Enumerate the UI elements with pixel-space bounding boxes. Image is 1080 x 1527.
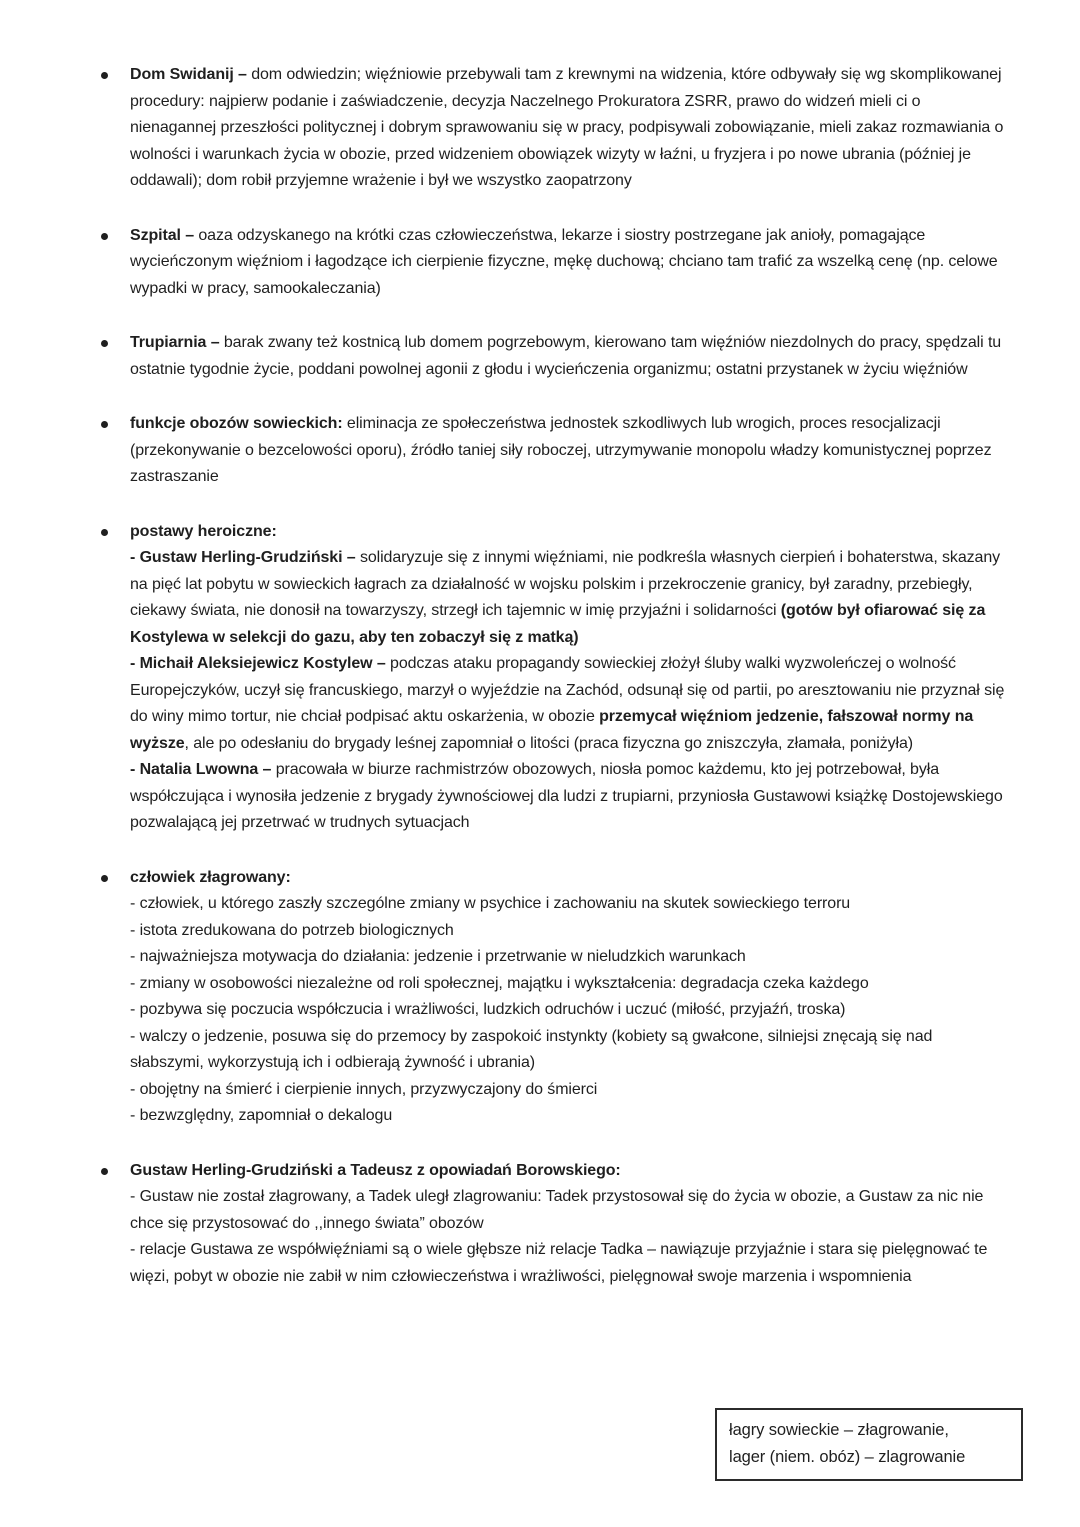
bullet-icon: [101, 875, 108, 882]
bullet-content: [130, 411, 1010, 491]
paragraph: Szpital – oaza odzyskanego na krótki czas człowieczeństwa, lekarze i siostry postrzegane jak anioły, pomagające wycieńczonym więźniom i łagodzące ich cierpienie fizyczne, mękę duchową; chciano tam trafić za wszelką cenę (np. celowe wypadki w pracy, samookaleczania): [130, 226, 998, 297]
section-heading: człowiek złagrowany:: [130, 868, 291, 886]
sub-item: - człowiek, u którego zaszły szczególne zmiany w psychice i zachowaniu na skutek sowieckiego terroru: [130, 895, 851, 912]
bullet-content: [130, 1158, 1010, 1291]
bullet-icon: [101, 529, 108, 536]
paragraph: Trupiarnia – barak zwany też kostnicą lub domem pogrzebowym, kierowano tam więźniów niezdolnych do pracy, spędzali tu ostatnie tygodnie życie, poddani powolnej agonii z głodu i wycieńczenia organizmu; ostatni przystanek w życiu więźniów: [130, 334, 1002, 378]
bullet-item-gustaw-a-tadeusz: [98, 1158, 1012, 1291]
bullet-icon: [101, 1168, 108, 1175]
note-box: [715, 1408, 1023, 1481]
paragraph-kostylew: - Michaił Aleksiejewicz Kostylew – podczas ataku propagandy sowieckiej złożył śluby walki wyzwoleńczej o wolność Europejczyków, uczył się francuskiego, marzył o wyjeździe na Zachód, odsunął się od partii, po aresztowaniu nie przyznał się do winy mimo tortur, nie chciał podpisać aktu oskarżenia, w obozie przemycał więźniom jedzenie, fałszował normy na wyższe, ale po odesłaniu do brygady leśnej zapomniał o litości (praca fizyczna go zniszczyła, złamała, poniżyła): [130, 655, 1005, 752]
paragraph: Dom Swidanij – dom odwiedzin; więźniowie przebywali tam z krewnymi na widzenia, które odbywały się wg skomplikowanej procedury: najpierw podanie i zaświadczenie, decyzja Naczelnego Prokuratora ZSRR, prawo do widzeń mieli ci o nienagannej przeszłości politycznej i dobrym sprawowaniu się w pracy, podpisywali zobowiązanie, mieli zakaz rozmawiania o wolności i warunkach życia w obozie, przed widzeniem obowiązek wizyty w łaźni, u fryzjera i po nowe ubrania (później je oddawali); dom robił przyjemne wrażenie i był we wszystko zaopatrzony: [130, 66, 1004, 189]
sub-item: - pozbywa się poczucia współczucia i wrażliwości, ludzkich odruchów i uczuć (miłość, przyjaźń, troska): [130, 1001, 846, 1018]
bullet-icon: [101, 233, 108, 240]
bullet-item-funkcje-obozow: [98, 411, 1012, 491]
bullet-item-szpital: [98, 223, 1012, 303]
sub-item: - relacje Gustawa ze współwięźniami są o wiele głębsze niż relacje Tadka – nawiązuje przyjaźnie i stara się pielęgnować te więzi, pobyt w obozie nie zabił w nim człowieczeństwa i wrażliwości, pielęgnował swoje marzenia i wspomnienia: [130, 1241, 988, 1285]
note-box-line: lager (niem. obóz) – zlagrowanie: [729, 1448, 966, 1466]
sub-item: - najważniejsza motywacja do działania: jedzenie i przetrwanie w nieludzkich warunkach: [130, 948, 746, 965]
bullet-content: [130, 223, 1010, 303]
paragraph: funkcje obozów sowieckich: eliminacja ze społeczeństwa jednostek szkodliwych lub wrogich, proces resocjalizacji (przekonywanie o bezcelowości oporu), źródło taniej siły roboczej, utrzymywanie monopolu władzy komunistycznej poprzez zastraszanie: [130, 415, 992, 485]
bullet-icon: [101, 340, 108, 347]
paragraph-gustaw: - Gustaw Herling-Grudziński – solidaryzuje się z innymi więźniami, nie podkreśla własnych cierpień i bohaterstwa, skazany na pięć lat pobytu w sowieckich łagrach za działalność w wojsku polskim i przekroczenie granicy, był zaradny, przebiegły, ciekawy świata, nie donosił na towarzyszy, strzegł ich tajemnic w imię przyjaźni i solidarności (gotów był ofiarować się za Kostylewa w selekcji do gazu, aby ten zobaczył się z matką): [130, 549, 1001, 646]
bullet-icon: [101, 421, 108, 428]
bullet-item-dom-swidanij: [98, 62, 1012, 195]
bullet-list: [98, 62, 1012, 1318]
bullet-icon: [101, 72, 108, 79]
bullet-item-trupiarnia: [98, 330, 1012, 383]
sub-item: - Gustaw nie został złagrowany, a Tadek uległ zlagrowaniu: Tadek przystosował się do życia w obozie, a Gustaw za nic nie chce się przystosować do ,,innego świata” obozów: [130, 1188, 984, 1232]
sub-item: - istota zredukowana do potrzeb biologicznych: [130, 921, 454, 939]
paragraph-natalia: - Natalia Lwowna – pracowała w biurze rachmistrzów obozowych, niosła pomoc każdemu, kto jej potrzebował, była współczująca i wynosiła jedzenie z brygady żywnościowej dla ludzi z trupiarni, przyniosła Gustawowi książkę Dostojewskiego pozwalającą jej przetrwać w trudnych sytuacjach: [130, 761, 1003, 831]
sub-item: - obojętny na śmierć i cierpienie innych, przyzwyczajony do śmierci: [130, 1080, 598, 1098]
sub-item: - walczy o jedzenie, posuwa się do przemocy by zaspokoić instynkty (kobiety są gwałcone, silniejsi znęcają się nad słabszymi, wykorzystują ich i odbierają żywność i ubrania): [130, 1027, 933, 1071]
section-heading: postawy heroiczne:: [130, 522, 277, 540]
bullet-item-czlowiek-zlagrowany: [98, 865, 1012, 1130]
bullet-content: [130, 865, 1010, 1130]
sub-item: - bezwzględny, zapomniał o dekalogu: [130, 1107, 393, 1124]
bullet-content: [130, 330, 1010, 383]
bullet-content: [130, 62, 1010, 195]
section-heading: Gustaw Herling-Grudziński a Tadeusz z opowiadań Borowskiego:: [130, 1161, 621, 1179]
note-box-line: łagry sowieckie – złagrowanie,: [729, 1421, 949, 1439]
bullet-content: [130, 519, 1010, 837]
sub-item: - zmiany w osobowości niezależne od roli społecznej, majątku i wykształcenia: degradacja czeka każdego: [130, 974, 869, 992]
bullet-item-postawy-heroiczne: [98, 519, 1012, 837]
